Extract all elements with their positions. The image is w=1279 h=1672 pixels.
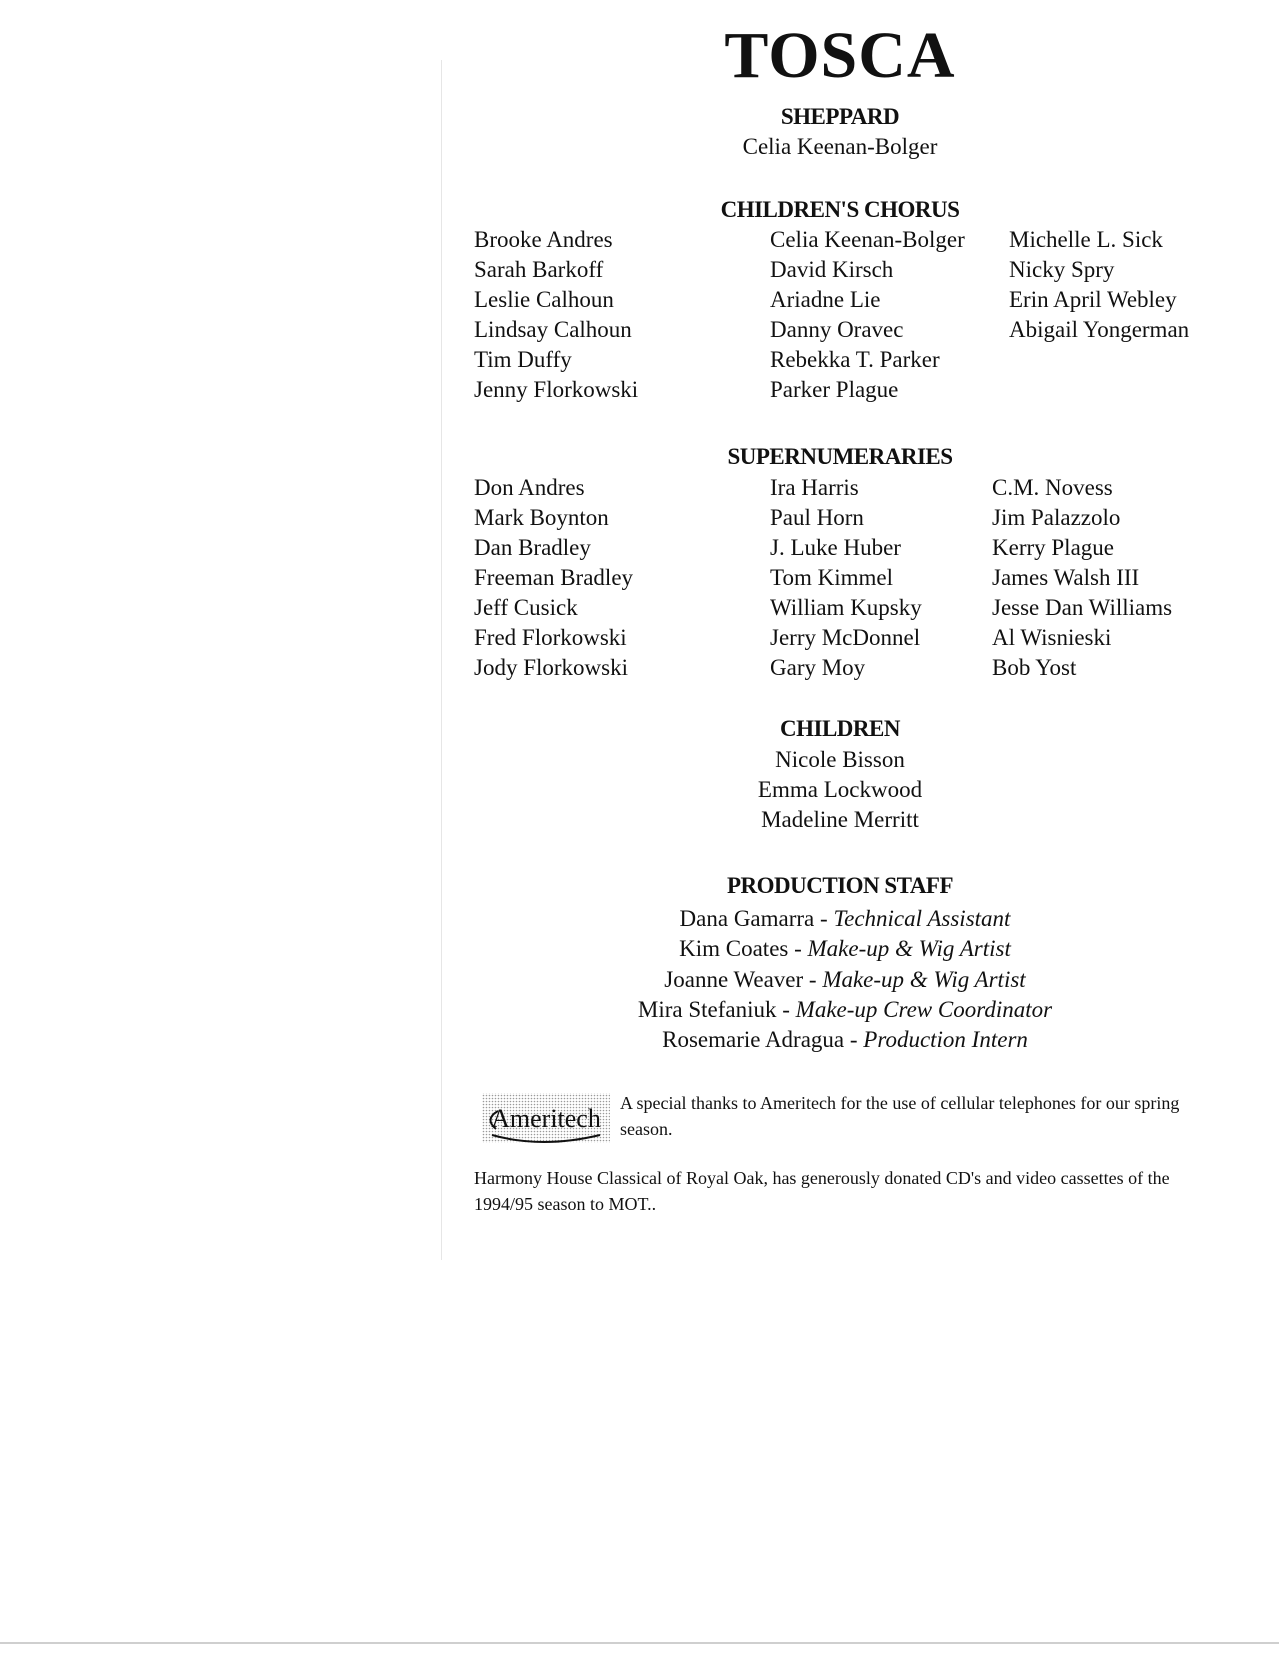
list-item: Ira Harris xyxy=(770,475,859,500)
childrens-chorus-column-2 xyxy=(770,225,965,405)
staff-name: Dana Gamarra - xyxy=(679,906,834,931)
list-item: Jesse Dan Williams xyxy=(992,595,1173,620)
list-item: Jody Florkowski xyxy=(474,655,628,680)
staff-role: Make-up & Wig Artist xyxy=(807,936,1011,961)
staff-name: Rosemarie Adragua - xyxy=(662,1027,864,1052)
childrens-chorus-heading: CHILDREN'S CHORUS xyxy=(720,197,960,222)
ameritech-logo xyxy=(482,1091,612,1147)
supernumeraries-column-3 xyxy=(992,473,1172,683)
list-item: C.M. Novess xyxy=(992,475,1113,500)
list-item: Nicole Bisson xyxy=(775,747,905,772)
list-item: Celia Keenan-Bolger xyxy=(770,227,965,252)
list-item: Jim Palazzolo xyxy=(992,505,1121,530)
list-item: Bob Yost xyxy=(992,655,1077,680)
page-edge xyxy=(0,1642,1279,1644)
list-item: James Walsh III xyxy=(992,565,1140,590)
list-item: Nicky Spry xyxy=(1009,257,1115,282)
list-item: Brooke Andres xyxy=(474,227,613,252)
list-item: Tim Duffy xyxy=(474,347,572,372)
childrens-chorus-column-3 xyxy=(1009,225,1189,345)
list-item: Sarah Barkoff xyxy=(474,257,604,282)
list-item: Kerry Plague xyxy=(992,535,1114,560)
staff-name: Mira Stefaniuk - xyxy=(637,997,796,1022)
list-item: Rebekka T. Parker xyxy=(770,347,940,372)
list-item: David Kirsch xyxy=(770,257,894,282)
logo-text: Ameritech xyxy=(491,1104,601,1133)
list-item: Leslie Calhoun xyxy=(474,287,614,312)
supernumeraries-column-1 xyxy=(474,473,633,683)
childrens-chorus-column-1 xyxy=(474,225,638,405)
fold-line xyxy=(441,60,442,1260)
staff-name: Joanne Weaver - xyxy=(664,967,823,992)
children-heading: CHILDREN xyxy=(780,716,900,741)
staff-role: Production Intern xyxy=(863,1027,1028,1052)
list-item: Al Wisnieski xyxy=(992,625,1112,650)
staff-role: Technical Assistant xyxy=(833,906,1011,931)
list-item: Emma Lockwood xyxy=(757,777,923,802)
page-title: TOSCA xyxy=(724,19,956,92)
list-item: Mark Boynton xyxy=(474,505,609,530)
list-item: Abigail Yongerman xyxy=(1009,317,1190,342)
staff-name: Kim Coates - xyxy=(679,936,808,961)
children-list xyxy=(700,745,980,835)
staff-role: Make-up Crew Coordinator xyxy=(795,997,1053,1022)
sponsor-thanks: A special thanks to Ameritech for the use of cellular telephones for our spring season. xyxy=(620,1093,1180,1139)
donation-note: Harmony House Classical of Royal Oak, has generously donated CD's and video cassettes of the 1994/95 season to MOT.. xyxy=(474,1168,1170,1214)
staff-line xyxy=(560,997,1130,1023)
list-item: Jeff Cusick xyxy=(474,595,578,620)
list-item: Ariadne Lie xyxy=(770,287,881,312)
list-item: Madeline Merritt xyxy=(761,807,919,832)
list-item: Gary Moy xyxy=(770,655,866,680)
list-item: Tom Kimmel xyxy=(770,565,893,590)
staff-line xyxy=(560,967,1130,993)
list-item: Michelle L. Sick xyxy=(1009,227,1163,252)
staff-line xyxy=(560,906,1130,932)
list-item: Dan Bradley xyxy=(474,535,591,560)
list-item: William Kupsky xyxy=(770,595,922,620)
sheppard-heading: SHEPPARD xyxy=(780,104,900,129)
list-item: Jerry McDonnel xyxy=(770,625,921,650)
staff-line xyxy=(560,1027,1130,1053)
list-item: Danny Oravec xyxy=(770,317,904,342)
staff-line xyxy=(560,936,1130,962)
list-item: Don Andres xyxy=(474,475,585,500)
supernumeraries-heading: SUPERNUMERARIES xyxy=(727,444,953,469)
list-item: Freeman Bradley xyxy=(474,565,634,590)
staff-role: Make-up & Wig Artist xyxy=(822,967,1026,992)
production-staff-heading: PRODUCTION STAFF xyxy=(726,873,954,898)
list-item: Erin April Webley xyxy=(1009,287,1177,312)
list-item: Lindsay Calhoun xyxy=(474,317,632,342)
list-item: Fred Florkowski xyxy=(474,625,627,650)
sheppard-name: Celia Keenan-Bolger xyxy=(742,134,938,159)
list-item: Parker Plague xyxy=(770,377,899,402)
list-item: J. Luke Huber xyxy=(770,535,901,560)
list-item: Paul Horn xyxy=(770,505,864,530)
list-item: Jenny Florkowski xyxy=(474,377,639,402)
supernumeraries-column-2 xyxy=(770,473,922,683)
